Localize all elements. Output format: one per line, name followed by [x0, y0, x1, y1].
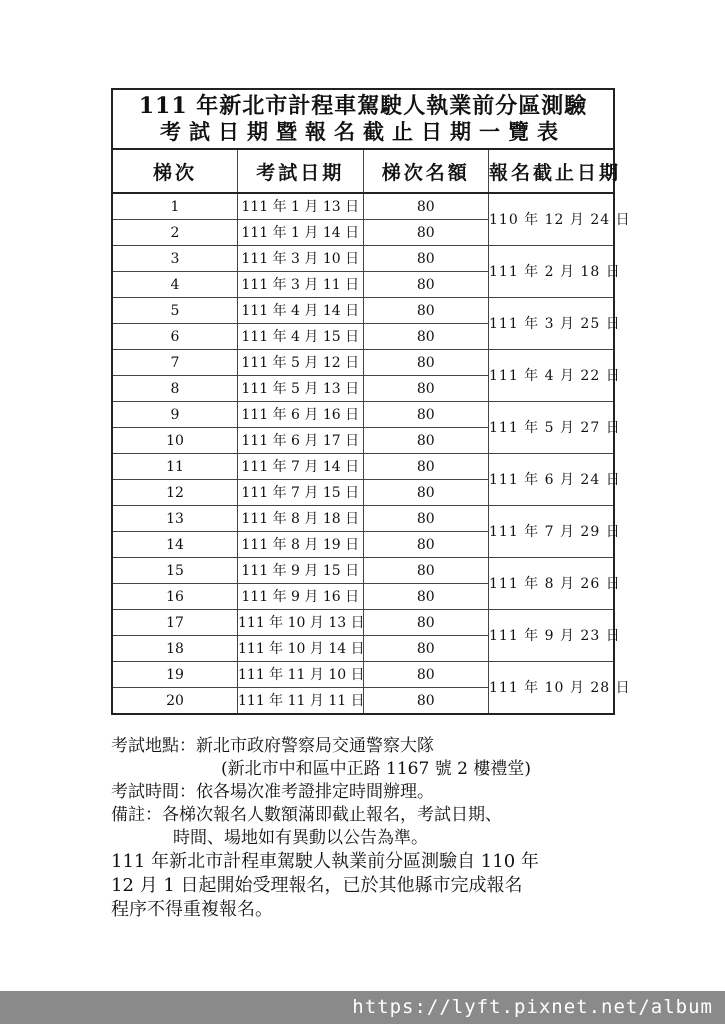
table-row [112, 454, 614, 480]
round-quota: 80 [363, 324, 489, 350]
round-quota: 80 [363, 454, 489, 480]
table-title [112, 89, 614, 149]
exam-time: 考試時間：依各場次准考證排定時間辦理。 [111, 782, 434, 802]
table-row [112, 662, 614, 688]
table-row [112, 506, 614, 532]
exam-date: 111 年 4 月 14 日 [238, 298, 364, 324]
exam-date: 111 年 1 月 13 日 [238, 193, 364, 220]
round-quota: 80 [363, 272, 489, 298]
exam-date: 111 年 11 月 10 日 [238, 662, 364, 688]
table-row [112, 610, 614, 636]
exam-date: 111 年 8 月 18 日 [238, 506, 364, 532]
round-number: 1 [112, 193, 238, 220]
remark-line1: 備註：各梯次報名人數額滿即截止報名，考試日期、 [111, 805, 502, 825]
table-row [112, 298, 614, 324]
notes-section [111, 735, 621, 922]
table-body [112, 193, 631, 714]
round-number: 17 [112, 610, 238, 636]
header-round: 梯次 [112, 149, 238, 193]
round-quota: 80 [363, 402, 489, 428]
album-url: https://lyft.pixnet.net/album [352, 996, 713, 1018]
round-number: 19 [112, 662, 238, 688]
round-number: 18 [112, 636, 238, 662]
exam-date: 111 年 10 月 13 日 [238, 610, 364, 636]
round-number: 16 [112, 584, 238, 610]
exam-date: 111 年 3 月 10 日 [238, 246, 364, 272]
round-number: 3 [112, 246, 238, 272]
registration-note-line3: 程序不得重複報名。 [111, 899, 273, 920]
round-number: 6 [112, 324, 238, 350]
exam-date: 111 年 4 月 15 日 [238, 324, 364, 350]
exam-date: 111 年 5 月 12 日 [238, 350, 364, 376]
round-quota: 80 [363, 532, 489, 558]
round-quota: 80 [363, 298, 489, 324]
table-row [112, 246, 614, 272]
exam-location-detail: (新北市中和區中正路 1167 號 2 樓禮堂) [221, 759, 531, 779]
table-row [112, 350, 614, 376]
watermark-bar [0, 991, 725, 1024]
exam-date: 111 年 11 月 11 日 [238, 688, 364, 715]
round-number: 9 [112, 402, 238, 428]
round-number: 5 [112, 298, 238, 324]
exam-date: 111 年 8 月 19 日 [238, 532, 364, 558]
round-number: 20 [112, 688, 238, 715]
round-quota: 80 [363, 688, 489, 715]
exam-date: 111 年 9 月 16 日 [238, 584, 364, 610]
registration-deadline: 111 年 5 月 27 日 [489, 402, 615, 454]
header-deadline: 報名截止日期 [489, 149, 615, 193]
registration-note-line1: 111 年新北市計程車駕駛人執業前分區測驗自 110 年 [111, 851, 539, 872]
round-number: 15 [112, 558, 238, 584]
round-number: 8 [112, 376, 238, 402]
round-quota: 80 [363, 610, 489, 636]
table-row [112, 402, 614, 428]
table-row [112, 193, 614, 220]
exam-date: 111 年 5 月 13 日 [238, 376, 364, 402]
round-number: 2 [112, 220, 238, 246]
exam-date: 111 年 9 月 15 日 [238, 558, 364, 584]
round-number: 11 [112, 454, 238, 480]
exam-date: 111 年 7 月 15 日 [238, 480, 364, 506]
header-exam-date: 考試日期 [238, 149, 364, 193]
exam-date: 111 年 10 月 14 日 [238, 636, 364, 662]
registration-deadline: 111 年 9 月 23 日 [489, 610, 615, 662]
round-quota: 80 [363, 376, 489, 402]
registration-deadline: 111 年 6 月 24 日 [489, 454, 615, 506]
round-quota: 80 [363, 246, 489, 272]
round-quota: 80 [363, 428, 489, 454]
header-quota: 梯次名額 [363, 149, 489, 193]
table-row [112, 558, 614, 584]
round-quota: 80 [363, 193, 489, 220]
round-number: 7 [112, 350, 238, 376]
round-quota: 80 [363, 558, 489, 584]
round-quota: 80 [363, 636, 489, 662]
round-quota: 80 [363, 584, 489, 610]
round-number: 12 [112, 480, 238, 506]
registration-deadline: 111 年 10 月 28 日 [489, 662, 615, 715]
registration-deadline: 111 年 2 月 18 日 [489, 246, 615, 298]
registration-deadline: 111 年 7 月 29 日 [489, 506, 615, 558]
round-number: 4 [112, 272, 238, 298]
exam-schedule-table [111, 88, 631, 715]
exam-date: 111 年 3 月 11 日 [238, 272, 364, 298]
exam-date: 111 年 1 月 14 日 [238, 220, 364, 246]
table-title-line1: 111 年新北市計程車駕駛人執業前分區測驗 [138, 93, 588, 119]
registration-deadline: 110 年 12 月 24 日 [489, 193, 615, 246]
round-number: 10 [112, 428, 238, 454]
exam-date: 111 年 6 月 17 日 [238, 428, 364, 454]
registration-deadline: 111 年 3 月 25 日 [489, 298, 615, 350]
round-quota: 80 [363, 506, 489, 532]
round-quota: 80 [363, 350, 489, 376]
exam-location: 考試地點：新北市政府警察局交通警察大隊 [111, 736, 434, 756]
exam-date: 111 年 7 月 14 日 [238, 454, 364, 480]
table-header-row [112, 149, 614, 193]
exam-date: 111 年 6 月 16 日 [238, 402, 364, 428]
round-quota: 80 [363, 662, 489, 688]
round-number: 13 [112, 506, 238, 532]
round-quota: 80 [363, 220, 489, 246]
remark-line2: 時間、場地如有異動以公告為準。 [173, 828, 428, 848]
registration-deadline: 111 年 4 月 22 日 [489, 350, 615, 402]
round-quota: 80 [363, 480, 489, 506]
round-number: 14 [112, 532, 238, 558]
registration-note-line2: 12 月 1 日起開始受理報名，已於其他縣市完成報名 [111, 875, 523, 896]
registration-deadline: 111 年 8 月 26 日 [489, 558, 615, 610]
table-title-line2: 考試日期暨報名截止日期一覽表 [160, 119, 566, 144]
